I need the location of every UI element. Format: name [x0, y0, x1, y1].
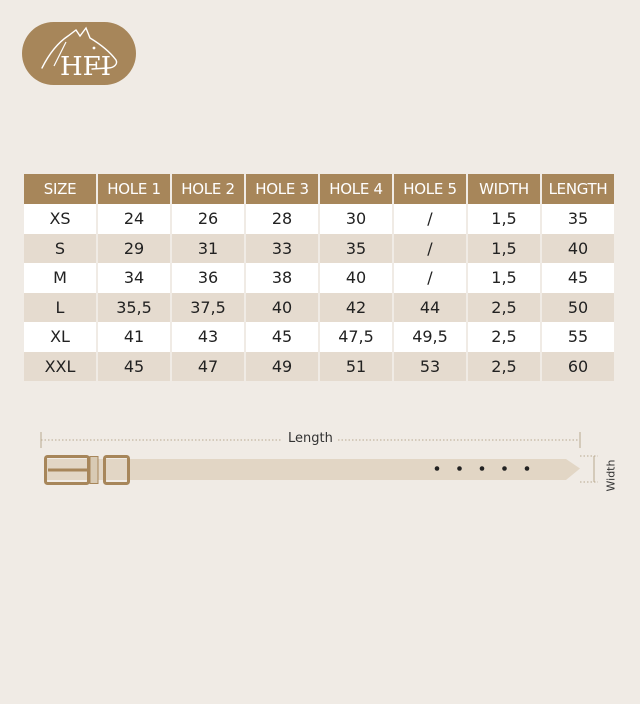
column-header: HOLE 1	[98, 174, 170, 204]
table-cell: 47	[172, 352, 244, 382]
table-cell: M	[24, 263, 96, 293]
table-row	[24, 322, 614, 352]
table-cell: 2,5	[468, 322, 540, 352]
table-cell: XL	[24, 322, 96, 352]
table-row	[24, 263, 614, 293]
table-row	[24, 352, 614, 382]
table-cell: 45	[246, 322, 318, 352]
table-cell: 29	[98, 234, 170, 264]
column-header: WIDTH	[468, 174, 540, 204]
table-cell: 36	[172, 263, 244, 293]
table-cell: 53	[394, 352, 466, 382]
table-cell: 2,5	[468, 293, 540, 323]
belt-hole	[525, 466, 530, 471]
table-cell: 1,5	[468, 234, 540, 264]
table-cell: S	[24, 234, 96, 264]
column-header: SIZE	[24, 174, 96, 204]
table-cell: 42	[320, 293, 392, 323]
table-cell: /	[394, 204, 466, 234]
column-header: HOLE 2	[172, 174, 244, 204]
table-cell: /	[394, 263, 466, 293]
column-header: LENGTH	[542, 174, 614, 204]
table-cell: 50	[542, 293, 614, 323]
table-row	[24, 234, 614, 264]
width-label: Width	[604, 459, 618, 492]
table-cell: 33	[246, 234, 318, 264]
column-header: HOLE 5	[394, 174, 466, 204]
size-table	[22, 174, 616, 381]
belt-hole	[435, 466, 440, 471]
table-row	[24, 293, 614, 323]
table-cell: 38	[246, 263, 318, 293]
table-cell: 35	[542, 204, 614, 234]
logo-text: HFI	[60, 52, 111, 82]
table-cell: 28	[246, 204, 318, 234]
width-dimension	[580, 456, 598, 482]
table-cell: 30	[320, 204, 392, 234]
table-row	[24, 204, 614, 234]
table-cell: 35,5	[98, 293, 170, 323]
table-cell: 2,5	[468, 352, 540, 382]
table-cell: 37,5	[172, 293, 244, 323]
table-cell: 24	[98, 204, 170, 234]
table-cell: 51	[320, 352, 392, 382]
table-cell: 31	[172, 234, 244, 264]
table-cell: 45	[542, 263, 614, 293]
table-cell: 49,5	[394, 322, 466, 352]
table-cell: 47,5	[320, 322, 392, 352]
table-cell: XS	[24, 204, 96, 234]
table-cell: 1,5	[468, 263, 540, 293]
table-cell: 60	[542, 352, 614, 382]
table-cell: 1,5	[468, 204, 540, 234]
brand-logo	[22, 22, 136, 85]
column-header: HOLE 3	[246, 174, 318, 204]
table-cell: 35	[320, 234, 392, 264]
table-header-row	[24, 174, 614, 204]
belt-hole	[480, 466, 485, 471]
table-cell: 40	[320, 263, 392, 293]
belt-hole	[457, 466, 462, 471]
table-cell: 44	[394, 293, 466, 323]
table-cell: 26	[172, 204, 244, 234]
column-header: HOLE 4	[320, 174, 392, 204]
table-cell: /	[394, 234, 466, 264]
table-cell: 43	[172, 322, 244, 352]
length-label: Length	[288, 431, 333, 446]
table-cell: 45	[98, 352, 170, 382]
table-cell: 41	[98, 322, 170, 352]
belt-hole	[502, 466, 507, 471]
table-cell: L	[24, 293, 96, 323]
belt-strap	[44, 459, 580, 480]
table-cell: XXL	[24, 352, 96, 382]
table-cell: 49	[246, 352, 318, 382]
table-cell: 40	[542, 234, 614, 264]
table-cell: 40	[246, 293, 318, 323]
table-cell: 34	[98, 263, 170, 293]
table-cell: 55	[542, 322, 614, 352]
